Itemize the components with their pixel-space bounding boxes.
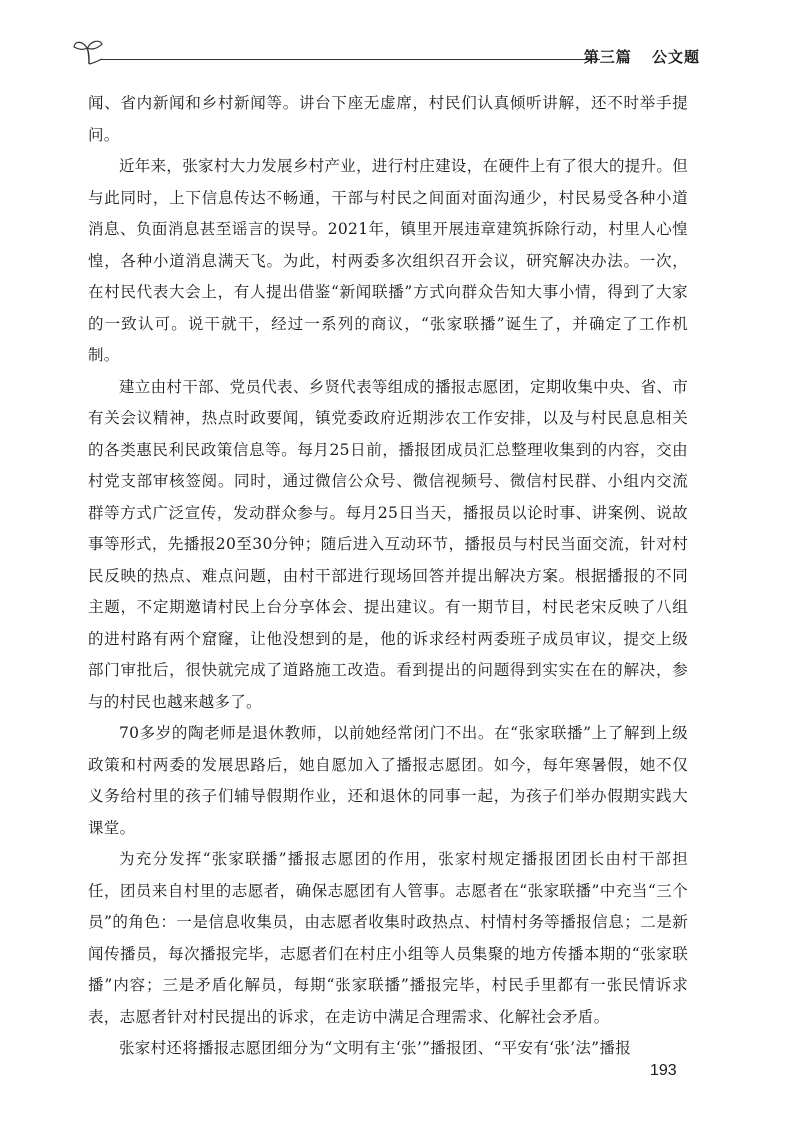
paragraph: 建立由村干部、党员代表、乡贤代表等组成的播报志愿团，定期收集中央、省、市有关会议精神，热点时政要闻，镇党委政府近期涉农工作安排，以及与村民息息相关的各类惠民利民政策信息等。每月25日前，播报团成员汇总整理收集到的内容，交由村党支部审核签阅。同时，通过微信公众号、微信视频号、微信村民群、小组内交流群等方式广泛宣传，发动群众参与。每月25日当天，播报员以论时事、讲案例、说故事等形式，先播报20至30分钟；随后进入互动环节，播报员与村民当面交流，针对村民反映的热点、难点问题，由村干部进行现场回答并提出解决方案。根据播报的不同主题，不定期邀请村民上台分享体会、提出建议。有一期节目，村民老宋反映了八组的进村路有两个窟窿，让他没想到的是，他的诉求经村两委班子成员审议，提交上级部门审批后，很快就完成了道路施工改造。看到提出的问题得到实实在在的解决，参与的村民也越来越多了。 xyxy=(88,377,688,711)
paragraph: 闻、省内新闻和乡村新闻等。讲台下座无虚席，村民们认真倾听讲解，还不时举手提问。 xyxy=(88,94,688,144)
page-header xyxy=(72,36,700,76)
paragraph: 近年来，张家村大力发展乡村产业，进行村庄建设，在硬件上有了很大的提升。但与此同时，上下信息传达不畅通，干部与村民之间面对面沟通少，村民易受各种小道消息、负面消息甚至谣言的误导。2021年，镇里开展违章建筑拆除行动，村里人心惶惶，各种小道消息满天飞。为此，村两委多次组织召开会议，研究解决办法。一次，在村民代表大会上，有人提出借鉴“新闻联播”方式向群众告知大事小情，得到了大家的一致认可。说干就干，经过一系列的商议，“张家联播”诞生了，并确定了工作机制。 xyxy=(88,157,688,364)
sprout-icon xyxy=(72,36,106,66)
header-section: 公文题 xyxy=(651,48,700,66)
header-part: 第三篇 xyxy=(583,48,632,66)
header-rule xyxy=(100,59,600,60)
paragraph: 张家村还将播报志愿团细分为“文明有主‘张’”播报团、“平安有‘张’法”播报 xyxy=(119,1039,632,1057)
header-title xyxy=(584,46,700,67)
paragraph: 70多岁的陶老师是退休教师，以前她经常闭门不出。在“张家联播”上了解到上级政策和村两委的发展思路后，她自愿加入了播报志愿团。如今，每年寒暑假，她不仅义务给村里的孩子们辅导假期作业，还和退休的同事一起，为孩子们举办假期实践大课堂。 xyxy=(88,724,688,837)
body-text xyxy=(88,88,688,1065)
page-number: 193 xyxy=(650,1062,677,1079)
paragraph: 为充分发挥“张家联播”播报志愿团的作用，张家村规定播报团团长由村干部担任，团员来自村里的志愿者，确保志愿团有人管事。志愿者在“张家联播”中充当“三个员”的角色：一是信息收集员，由志愿者收集时政热点、村情村务等播报信息；二是新闻传播员，每次播报完毕，志愿者们在村庄小组等人员集聚的地方传播本期的“张家联播”内容；三是矛盾化解员，每期“张家联播”播报完毕，村民手里都有一张民情诉求表，志愿者针对村民提出的诉求，在走访中满足合理需求、化解社会矛盾。 xyxy=(88,850,688,1026)
